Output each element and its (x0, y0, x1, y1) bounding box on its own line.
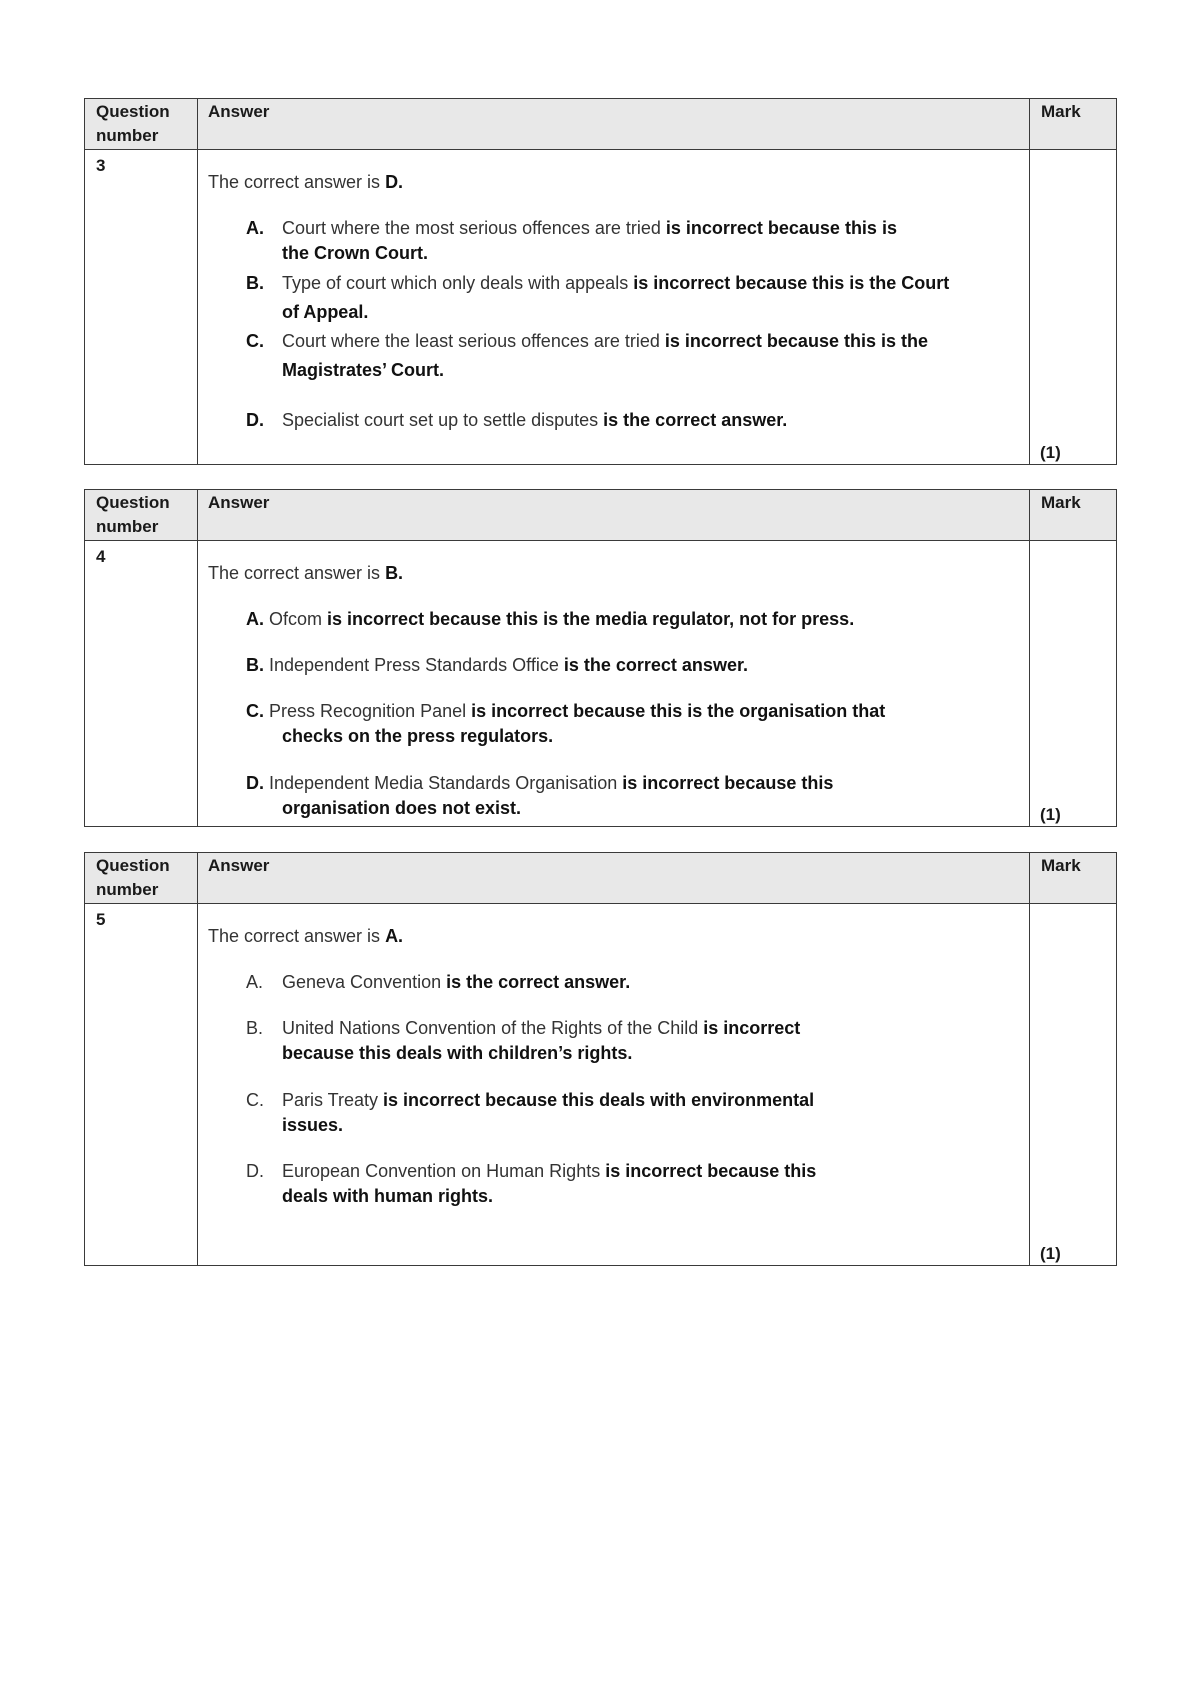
question-number-header: Question number (85, 853, 198, 904)
option-c: C. Court where the least serious offences are tried is incorrect because this is the Magistrates’ Court. (246, 331, 928, 380)
option-b: B. Type of court which only deals with appeals is incorrect because this is the Court of Appeal. (246, 273, 950, 322)
mark-header: Mark (1030, 853, 1117, 904)
correct-answer-statement: The correct answer is D. (208, 172, 404, 192)
option-d: D. Independent Media Standards Organisation is incorrect because this organisation does not exist. (246, 773, 834, 818)
answer-row (85, 150, 1117, 465)
option-d: D. Specialist court set up to settle disputes is the correct answer. (246, 410, 788, 430)
option-a: A. Ofcom is incorrect because this is the media regulator, not for press. (246, 609, 855, 629)
question-number: 5 (85, 904, 198, 1266)
question-number-header: Question number (85, 99, 198, 150)
answer-header: Answer (198, 99, 1030, 150)
mark-cell (1030, 904, 1117, 1266)
question-3-table (84, 98, 1117, 465)
answer-header: Answer (198, 490, 1030, 541)
mark-value: (1) (1040, 805, 1061, 824)
header-row (85, 853, 1117, 904)
option-c: C. Press Recognition Panel is incorrect because this is the organisation that checks on the press regulators. (246, 701, 886, 746)
correct-answer-statement: The correct answer is B. (208, 563, 404, 583)
mark-cell (1030, 541, 1117, 827)
header-row (85, 99, 1117, 150)
answer-cell (198, 904, 1030, 1266)
option-a: A. Geneva Convention is the correct answer. (246, 972, 631, 992)
mark-cell (1030, 150, 1117, 465)
question-number-header: Question number (85, 490, 198, 541)
mark-value: (1) (1040, 443, 1061, 462)
option-b: B. Independent Press Standards Office is the correct answer. (246, 655, 748, 675)
question-5-table (84, 852, 1117, 1266)
mark-header: Mark (1030, 99, 1117, 150)
answer-header: Answer (198, 853, 1030, 904)
question-4-table (84, 489, 1117, 827)
option-d: D. European Convention on Human Rights is incorrect because this deals with human rights. (246, 1161, 817, 1206)
header-row (85, 490, 1117, 541)
answer-cell (198, 541, 1030, 827)
question-number: 3 (85, 150, 198, 465)
mark-header: Mark (1030, 490, 1117, 541)
answer-cell (198, 150, 1030, 465)
option-b: B. United Nations Convention of the Rights of the Child is incorrect because this deals with children’s rights. (246, 1018, 801, 1063)
correct-answer-statement: The correct answer is A. (208, 926, 404, 946)
mark-value: (1) (1040, 1244, 1061, 1263)
question-number: 4 (85, 541, 198, 827)
answer-row (85, 541, 1117, 827)
option-c: C. Paris Treaty is incorrect because this deals with environmental issues. (246, 1090, 815, 1135)
answer-row (85, 904, 1117, 1266)
option-a: A. Court where the most serious offences are tried is incorrect because this is the Crown Court. (246, 218, 897, 263)
